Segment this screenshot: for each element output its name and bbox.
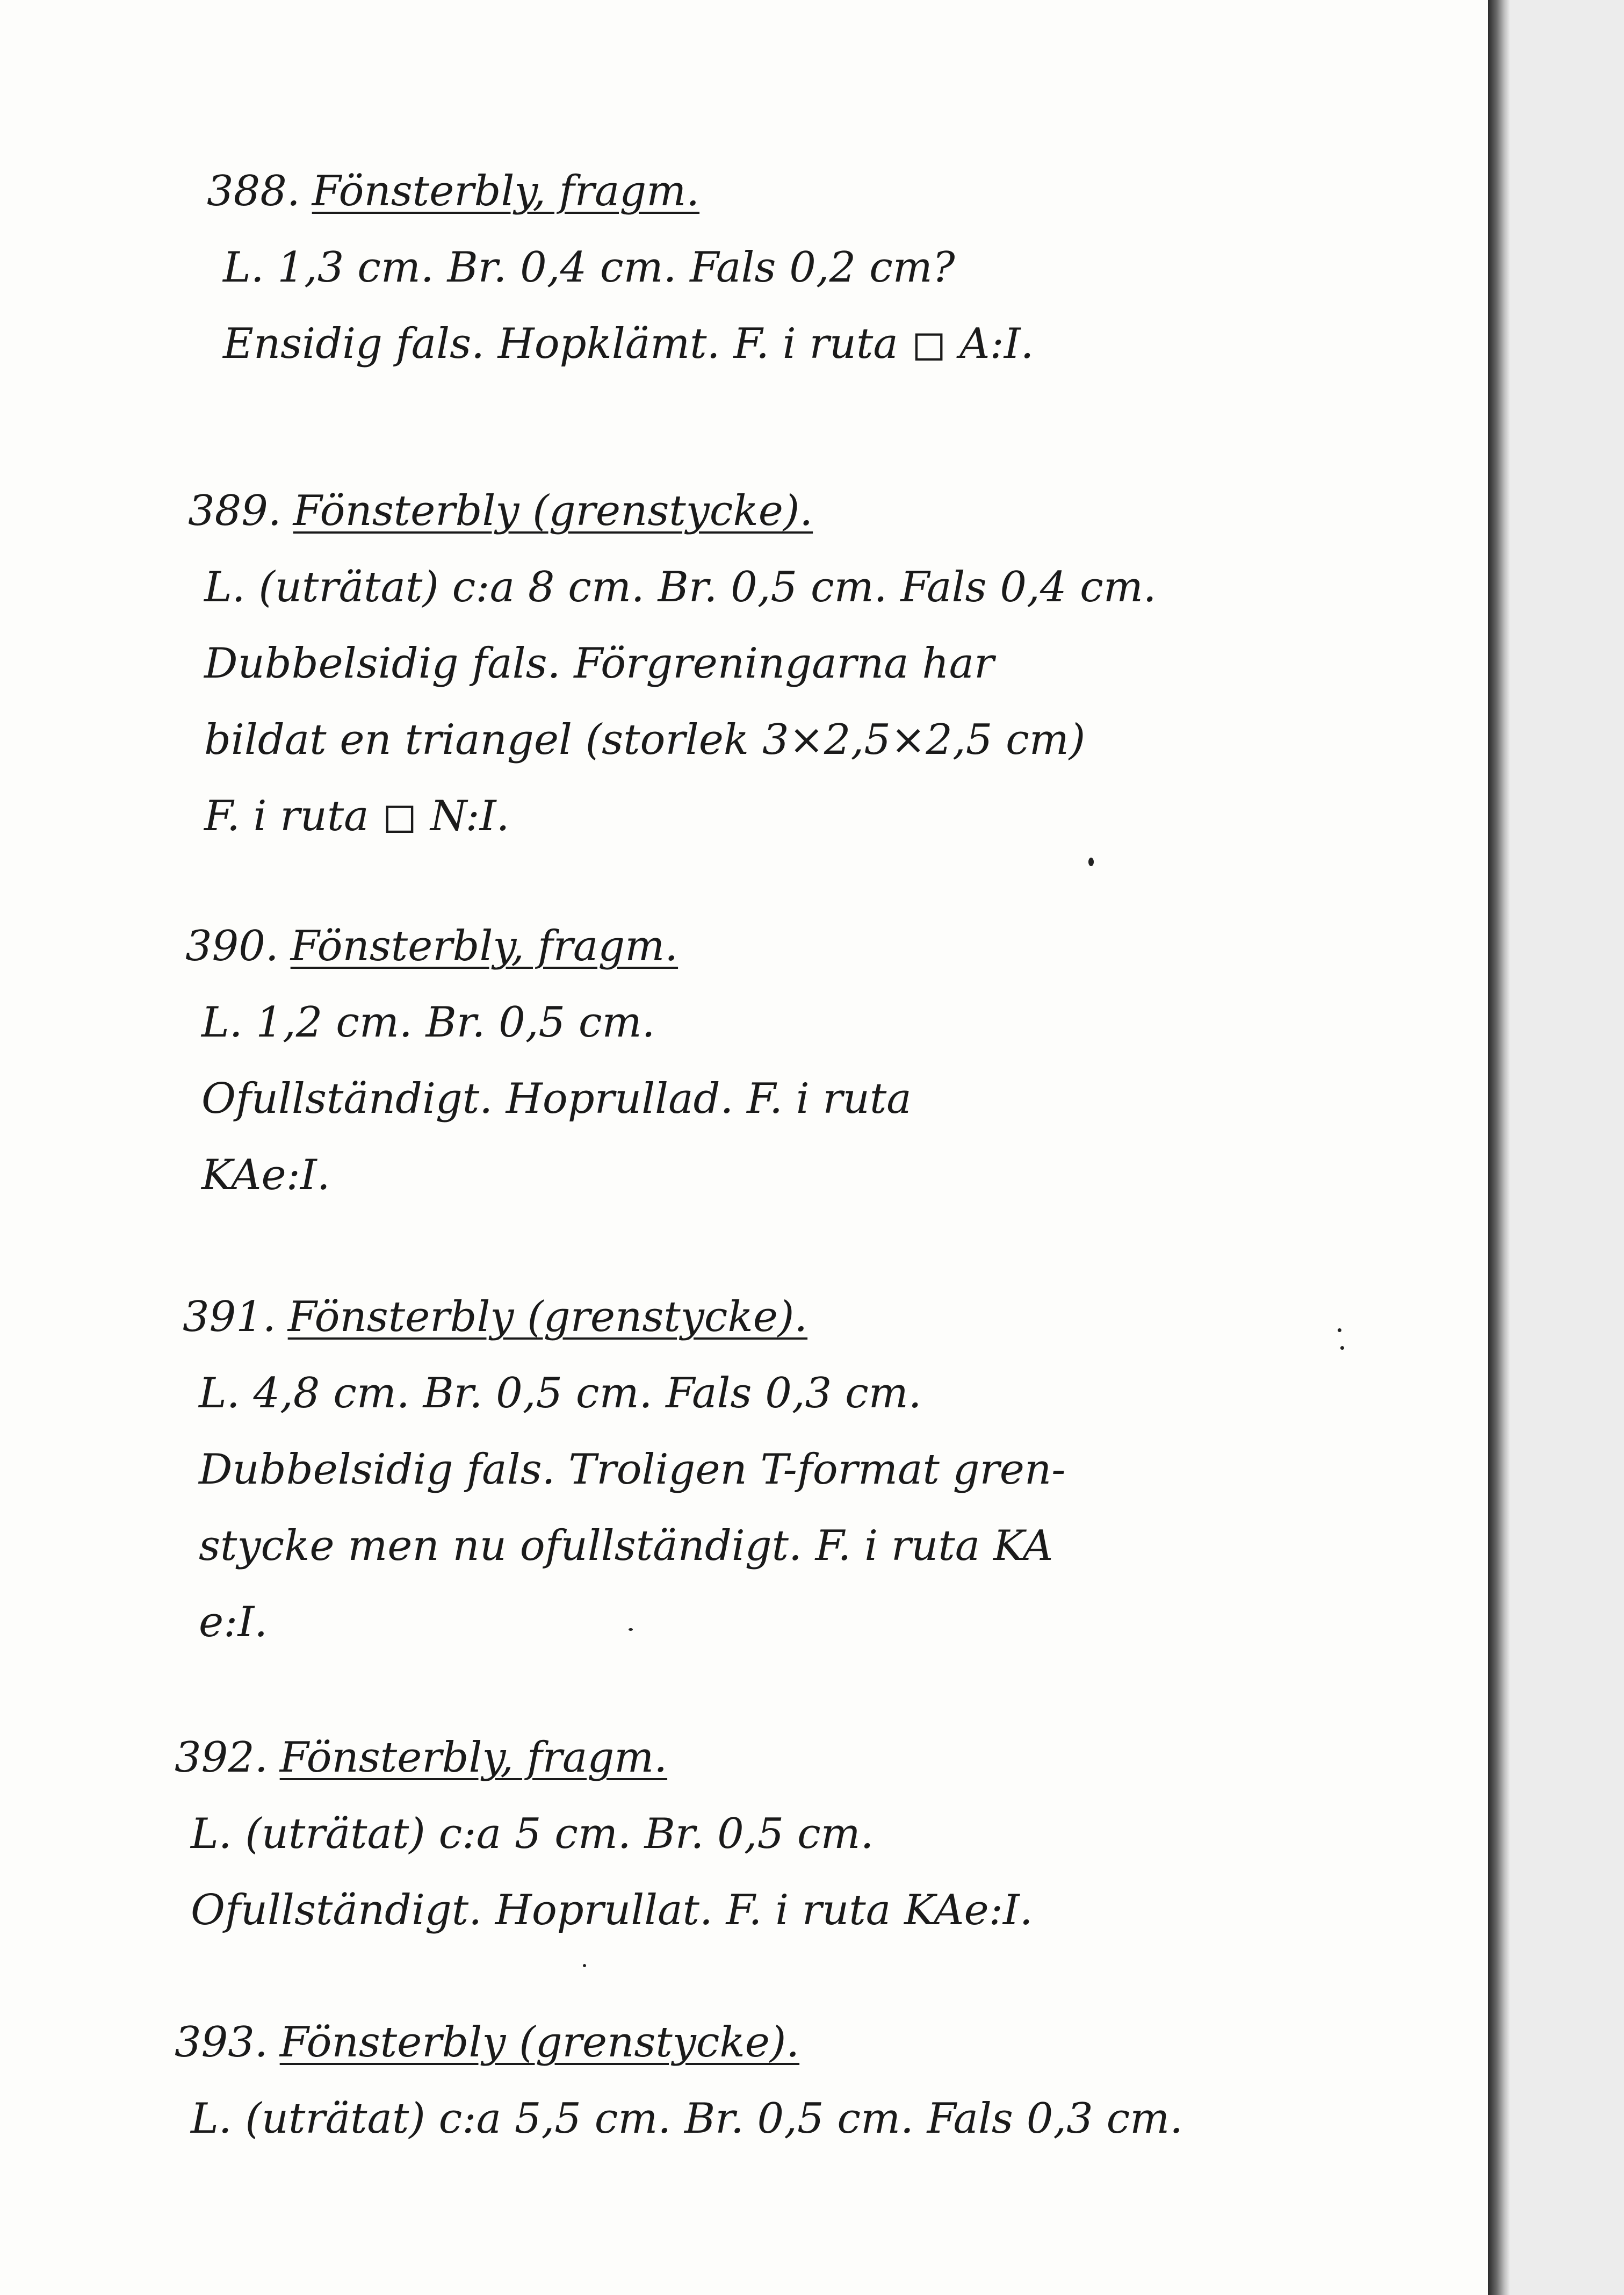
- entry-line: e:I.: [199, 1598, 268, 1646]
- entry-line: Dubbelsidig fals. Troligen T-format gren-: [199, 1445, 1066, 1494]
- entry-number: 388.: [207, 167, 300, 215]
- entry-number: 392.: [175, 1733, 268, 1782]
- ink-speck: [1338, 1328, 1341, 1332]
- entry-title: Fönsterbly (grenstycke).: [293, 487, 813, 535]
- entry-389: [188, 473, 1450, 854]
- entry-line: L. (uträtat) c:a 8 cm. Br. 0,5 cm. Fals 0,4 cm.: [204, 563, 1157, 611]
- entry-heading: [188, 473, 1450, 549]
- entry-388: [207, 153, 1469, 382]
- entry-393: [175, 2004, 1437, 2157]
- entry-line: stycke men nu ofullständigt. F. i ruta KA: [199, 1522, 1053, 1570]
- entry-heading: [183, 1279, 1445, 1355]
- entry-line: F. i ruta ◻ N:I.: [204, 792, 510, 840]
- entry-390: [185, 908, 1448, 1213]
- entry-line: L. 1,2 cm. Br. 0,5 cm.: [201, 998, 655, 1047]
- entry-title: Fönsterbly, fragm.: [312, 167, 700, 215]
- entry-line: Dubbelsidig fals. Förgreningarna har: [204, 639, 994, 688]
- scan-margin: [1510, 0, 1624, 2295]
- entry-number: 389.: [188, 487, 282, 535]
- entry-title: Fönsterbly (grenstycke).: [279, 2018, 800, 2067]
- entry-line: Ensidig fals. Hopklämt. F. i ruta ◻ A:I.: [223, 320, 1034, 368]
- entry-number: 391.: [183, 1293, 276, 1341]
- ink-speck: [629, 1628, 633, 1631]
- ink-speck: [583, 1964, 586, 1967]
- entry-line: L. (uträtat) c:a 5 cm. Br. 0,5 cm.: [191, 1810, 874, 1858]
- ink-speck: [1088, 858, 1094, 866]
- entry-line: L. 4,8 cm. Br. 0,5 cm. Fals 0,3 cm.: [199, 1369, 922, 1418]
- entry-title: Fönsterbly (grenstycke).: [287, 1293, 808, 1341]
- entry-line: L. 1,3 cm. Br. 0,4 cm. Fals 0,2 cm?: [223, 243, 955, 292]
- entry-heading: [185, 908, 1448, 984]
- entry-391: [183, 1279, 1445, 1660]
- entry-line: Ofullständigt. Hoprullat. F. i ruta KAe:I.: [191, 1886, 1033, 1934]
- entry-line: Ofullständigt. Hoprullad. F. i ruta: [201, 1075, 912, 1123]
- entry-line: L. (uträtat) c:a 5,5 cm. Br. 0,5 cm. Fals 0,3 cm.: [191, 2095, 1183, 2143]
- entry-line: bildat en triangel (storlek 3×2,5×2,5 cm): [204, 716, 1086, 764]
- entry-392: [175, 1720, 1437, 1948]
- entry-title: Fönsterbly, fragm.: [279, 1733, 668, 1782]
- entry-title: Fönsterbly, fragm.: [290, 922, 679, 970]
- entry-number: 390.: [185, 922, 279, 970]
- entry-number: 393.: [175, 2018, 268, 2067]
- page-binding-shadow: [1488, 0, 1510, 2295]
- entry-line: KAe:I.: [201, 1151, 330, 1199]
- entry-heading: [175, 1720, 1437, 1796]
- entry-heading: [175, 2004, 1437, 2081]
- entry-heading: [207, 153, 1469, 229]
- ink-speck: [1340, 1346, 1344, 1350]
